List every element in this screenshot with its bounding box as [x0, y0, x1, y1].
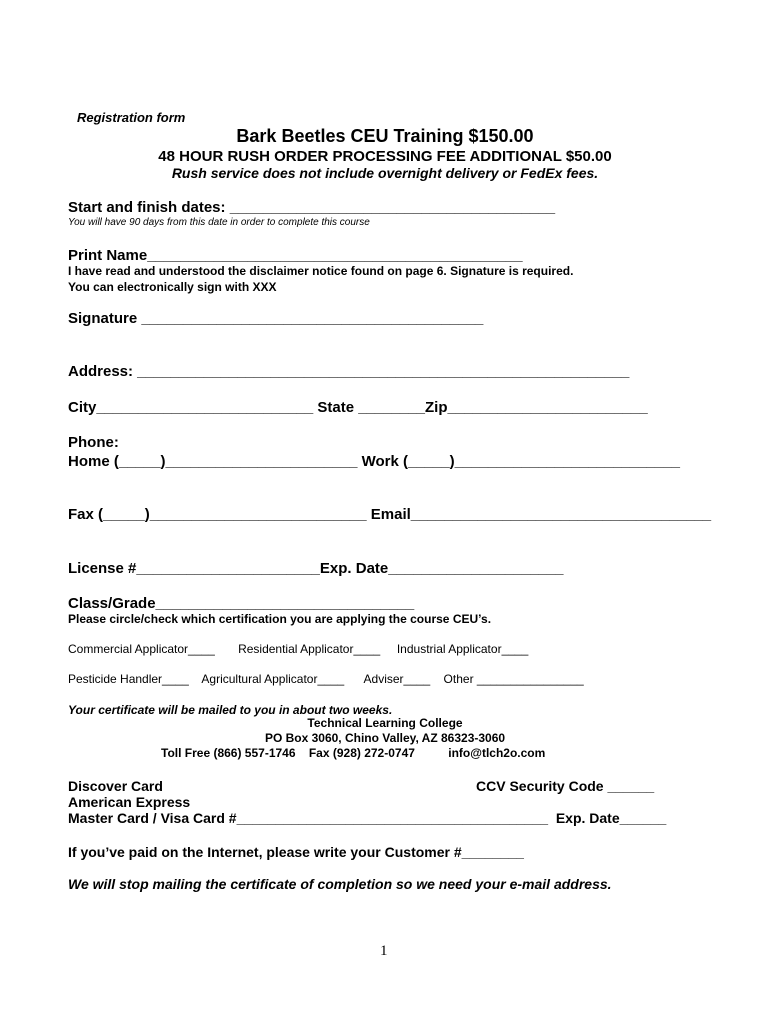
disclaimer-line-1: I have read and understood the disclaimer notice found on page 6. Signature is required.	[68, 264, 574, 278]
start-finish-dates-field[interactable]: Start and finish dates: _______________________________________	[68, 199, 556, 216]
phone-label: Phone:	[68, 434, 119, 451]
fax-email-field[interactable]: Fax (_____)__________________________ Email____________________________________	[68, 506, 712, 523]
dates-note: You will have 90 days from this date in order to complete this course	[68, 217, 370, 228]
american-express-option[interactable]: American Express	[68, 794, 191, 810]
signature-field[interactable]: Signature _________________________________________	[68, 310, 484, 327]
customer-number-field[interactable]: If you’ve paid on the Internet, please write your Customer #________	[68, 844, 524, 860]
page-number: 1	[380, 943, 388, 959]
discover-card-option[interactable]: Discover Card	[68, 778, 163, 794]
address-field[interactable]: Address: ___________________________________________________________	[68, 363, 630, 380]
email-note: We will stop mailing the certificate of completion so we need your e-mail address.	[68, 876, 612, 892]
certification-instruction: Please circle/check which certification you are applying the course CEU’s.	[68, 612, 492, 626]
rush-fee-notice: 48 HOUR RUSH ORDER PROCESSING FEE ADDITIONAL $50.00	[158, 148, 612, 165]
city-state-zip-field[interactable]: City__________________________ State ________Zip________________________	[68, 399, 648, 416]
license-expdate-field[interactable]: License #______________________Exp. Date_____________________	[68, 560, 564, 577]
ccv-security-code-field[interactable]: CCV Security Code ______	[476, 778, 655, 794]
mastercard-visa-field[interactable]: Master Card / Visa Card #________________________________________ Exp. Date______	[68, 810, 667, 826]
college-name: Technical Learning College	[307, 716, 463, 730]
certification-options-row-1[interactable]: Commercial Applicator____ Residential Applicator____ Industrial Applicator____	[68, 642, 529, 656]
print-name-field[interactable]: Print Name_____________________________________________	[68, 247, 523, 264]
certification-options-row-2[interactable]: Pesticide Handler____ Agricultural Applicator____ Adviser____ Other ________________	[68, 672, 584, 686]
class-grade-field[interactable]: Class/Grade_______________________________	[68, 595, 415, 612]
college-contact: Toll Free (866) 557-1746 Fax (928) 272-0747 info@tlch2o.com	[161, 746, 546, 760]
phone-home-work-field[interactable]: Home (_____)_______________________ Work (_____)___________________________	[68, 453, 680, 470]
mail-note: Your certificate will be mailed to you in about two weeks.	[68, 703, 393, 717]
rush-service-note: Rush service does not include overnight delivery or FedEx fees.	[171, 165, 599, 181]
form-label: Registration form	[77, 110, 186, 125]
disclaimer-line-2: You can electronically sign with XXX	[68, 280, 277, 294]
college-address: PO Box 3060, Chino Valley, AZ 86323-3060	[264, 731, 506, 745]
page-title: Bark Beetles CEU Training $150.00	[236, 126, 534, 146]
